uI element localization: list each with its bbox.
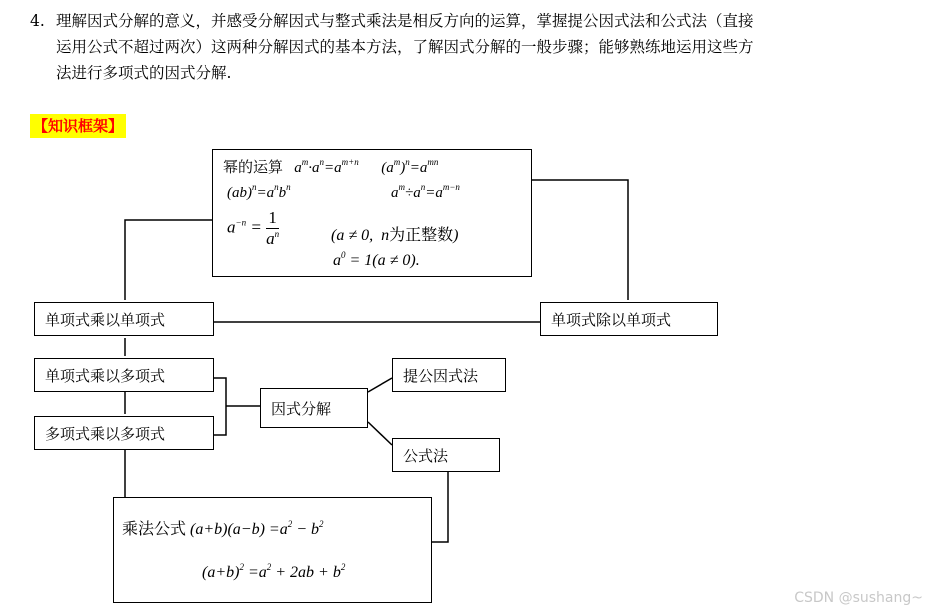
power-rules-title: 幂的运算 $a^m\cdot a^n=a^{m+n}$ $(a^m)^n=a^{mn}$ xyxy=(223,157,439,176)
formula-perfect-square: $(a+b)^2 =a^2 + 2ab + b^2$ xyxy=(202,562,346,581)
paragraph-line-1: 理解因式分解的意义，并感受分解因式与整式乘法是相反方向的运算，掌握提公因式法和公式法（直接 xyxy=(56,12,754,30)
rule-power-of-product: $(ab)^n=a^nb^n$ xyxy=(227,182,291,201)
box-mono-div-mono: 单项式除以单项式 xyxy=(540,302,718,336)
rule-zero-exponent: $a^0 = 1(a \ne 0)$. xyxy=(333,250,420,269)
paragraph-line-2: 运用公式不超过两次）这两种分解因式的基本方法，了解因式分解的一般步骤；能够熟练地运用这些方 xyxy=(56,38,754,56)
paragraph-line-3: 法进行多项式的因式分解. xyxy=(56,64,232,82)
multiplication-formula-box xyxy=(113,497,432,603)
power-rules-box xyxy=(212,149,532,277)
rule-negative-exponent-condition: (a ≠ 0, n为正整数) xyxy=(331,225,459,244)
formula-difference-of-squares: 乘法公式 $(a+b)(a-b) =a^2 - b^2$ xyxy=(122,519,324,538)
box-mono-times-mono: 单项式乘以单项式 xyxy=(34,302,214,336)
box-poly-times-poly: 多项式乘以多项式 xyxy=(34,416,214,450)
box-formula-method: 公式法 xyxy=(392,438,500,472)
rule-negative-exponent: $a^{-n}$ = $\frac{1}{a^n}$ xyxy=(227,208,280,248)
paragraph-number: 4. xyxy=(30,12,45,30)
rule-quotient-of-powers: $a^m\div a^n=a^{m-n}$ xyxy=(391,182,460,201)
box-factorization: 因式分解 xyxy=(260,388,368,428)
rule-power-of-power: $(a^m)^n=a^{mn}$ xyxy=(381,157,439,176)
box-common-factor-method: 提公因式法 xyxy=(392,358,506,392)
box-mono-times-poly: 单项式乘以多项式 xyxy=(34,358,214,392)
section-heading: 【知识框架】 xyxy=(30,114,126,138)
rule-product-of-powers: $a^m\cdot a^n=a^{m+n}$ xyxy=(294,157,359,176)
csdn-watermark: CSDN @sushang~ xyxy=(794,590,923,606)
